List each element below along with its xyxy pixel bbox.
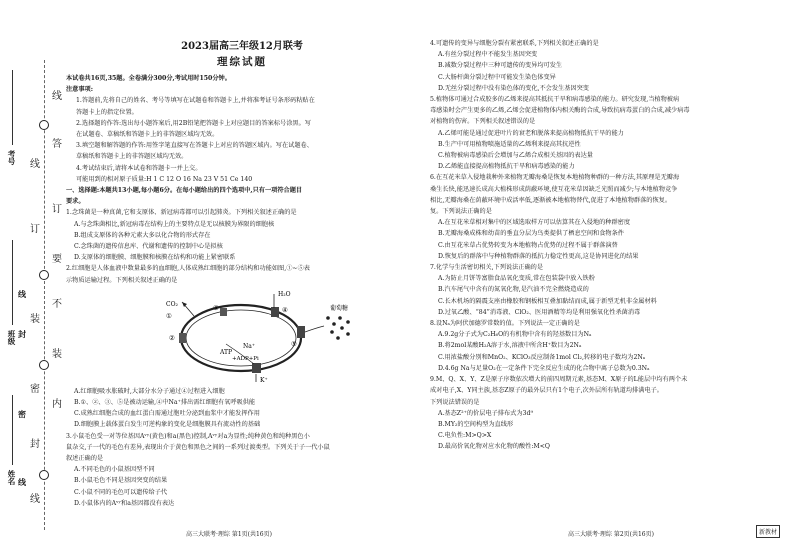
right-line: B.MY₂的空间构型为直线形	[438, 420, 514, 428]
binding-note-char: 订	[52, 204, 62, 215]
right-line: C.用浓盐酸分别和MnO₂、KClO₃反应制备1mol Cl₂,转移的电子数均为2Nₐ	[438, 353, 646, 361]
left-line: 草稿纸和答题卡上的非答题区域均无效。	[76, 153, 188, 161]
right-line: A.乙烯可能是通过促进叶片的衰老和脱落来提高植物抵抗干旱的能力	[438, 129, 624, 137]
right-line: 成对电子,X、Y同主族,基态Z原子的最外层只有1个电子,次外层所有轨道均排满电子。	[430, 387, 663, 395]
label-k: K⁺	[260, 376, 268, 384]
binding-seal-char: 密	[30, 384, 40, 395]
left-line: 鼠杂交,子一代的毛色有差异,表现出介于黄色和黑色之间的一系列过渡类型。下列关于子一代小鼠	[66, 443, 330, 451]
left-line: A.与念珠菌相比,新冠病毒在结构上的主要特点是无以核膜为界限的细胞核	[74, 220, 275, 228]
label-na: Na⁺	[243, 342, 255, 350]
seal-circle-mark	[39, 270, 49, 283]
right-line: B.汽车尾气中含有的氮氧化物,是汽油不完全燃烧造成的	[438, 286, 589, 294]
binding-note-char: 线	[52, 91, 62, 102]
left-line: 注意事项:	[66, 86, 94, 94]
label-adp: +ADP+Pi	[232, 355, 259, 362]
seal-label: 线	[18, 477, 26, 487]
binding-note-char: 内	[52, 399, 62, 410]
left-line: 2.选择题的作答:选出每小题答案后,用2B铅笔把答题卡上对应题目的答案标号涂黑。写	[76, 119, 311, 127]
right-line: 5.植物体可通过合成胶多的乙烯来提高其抵抗干旱和病毒感染的能力。研究发现,当植物被病	[430, 96, 680, 104]
left-line: D.支原体的细胞膜、细胞膜和核膜在结构和功能上紧密联系	[74, 254, 236, 262]
footer-page-2: 高三大联考·理综 第2页(共16页)	[568, 531, 654, 538]
channel-3	[220, 308, 227, 316]
left-line: C.念珠菌的遗传信息库、代谢和遗传的控制中心是拟核	[74, 243, 223, 251]
label-n5: ⑤	[291, 339, 297, 348]
pump-na-k	[252, 363, 261, 373]
right-line: D.过氧乙酸、“84”消毒液、ClO₂、医用酒精等均是利用强氧化性杀菌消毒	[438, 308, 641, 316]
seal-label: 封	[18, 329, 26, 339]
glucose-transporter	[297, 326, 305, 338]
right-line: D.乙烯能直接提高植物抵抗干旱和病毒感染的能力	[438, 163, 575, 171]
seal-circle-mark	[39, 120, 49, 133]
right-line: 4.可遗传的变异与细胞分裂有紧密联系,下列相关叙述正确的是	[430, 40, 599, 47]
right-line: B.无瓣海桑成株和幼苗的垂直分层为鸟类提供了栖息空间和食物条件	[438, 230, 624, 238]
co2-arrowhead	[182, 302, 187, 307]
right-line: D.恢复后的群落中与种植物群落的抵抗力稳定性更高,这是协同进化的结果	[438, 252, 639, 260]
label-atp: ATP	[220, 348, 233, 356]
seal-circle-mark	[39, 360, 49, 373]
right-line: A.基态Z²⁺的价层电子排布式为3d⁹	[438, 409, 533, 417]
new-textbook-badge: 新教材	[756, 525, 780, 538]
right-line: C.电负性:M>Q>X	[438, 432, 492, 440]
left-line: 一、选择题:本题共13小题,每小题6分。在每小题给出的四个选项中,只有一项符合题目	[66, 187, 303, 195]
binding-seal-char: 订	[30, 224, 40, 235]
channel-4	[271, 307, 279, 317]
red-blood-cell-figure	[66, 288, 418, 384]
left-line: 1.念珠菌是一种真菌,它和支原体、新冠病毒都可以引起肺炎。下列相关叙述正确的是	[66, 209, 297, 217]
binding-note-char: 答	[52, 139, 62, 150]
label-n2: ②	[169, 333, 175, 342]
right-line: C.大肠杆菌分裂过程中可能发生染色体变异	[438, 73, 556, 81]
right-line: 7.化学与生活密切相关,下列说法正确的是	[430, 264, 544, 272]
label-glucose: 葡萄糖	[330, 304, 349, 312]
seal-label: 线	[18, 289, 26, 299]
label-n3: ③	[213, 303, 219, 312]
field-write-line[interactable]	[12, 395, 13, 465]
right-line: 复。下列说法正确的是	[430, 208, 492, 216]
right-line: C.由互花米草占优势转变为本地植物占优势的过程不属于群落演替	[438, 241, 618, 249]
binding-strip	[0, 0, 60, 551]
right-line: C.长木机场的隔震支座由橡胶和钢板相互叠加黏结而成,属于新型无机非金属材料	[438, 297, 657, 305]
binding-note-char: 不	[52, 299, 62, 310]
right-line: 下列说法错误的是	[430, 398, 480, 406]
field-label: 班级	[7, 330, 16, 345]
left-line: 示物质运输过程。下列相关叙述正确的是	[66, 276, 178, 284]
left-line: 答题卡上的指定位置。	[76, 108, 138, 116]
right-line: B.将2mol某酸H₂A溶于水,溶液中所含H⁺数目为2Nₐ	[438, 342, 582, 350]
left-line: D.小鼠体内的Aᵛʸ和a基因都没有表达	[74, 499, 175, 507]
left-line: 1.答题前,先将自己的姓名、考号等填写在试题卷和答题卡上,并将准考证号条形码粘贴在	[76, 97, 315, 105]
right-line: 相比,无瓣海桑在荫蔽环境中成活率低,逐渐被本地植物替代,促进了本地植物群落的恢复。	[430, 196, 672, 204]
binding-seal-char: 封	[30, 439, 40, 450]
right-line: 桑生长快,能迅速长成高大植株形成荫蔽环境,使互花米草因缺乏光照而减少;与本地植物竞争	[430, 185, 678, 193]
left-line: 3.小鼠毛色受一对等位基因Aᵛʸ(黄色)和a(黑色)控制,Aᵛʸ对a为显性;纯种黄色和纯种黑色小	[66, 432, 310, 440]
footer-page-1: 高三大联考·理综 第1页(共16页)	[186, 531, 272, 538]
left-line: D.细胞膜上载体蛋白发生可逆构象的变化是细胞膜具有流动性的基础	[74, 421, 261, 429]
left-line: 2.红细胞是人体血液中数量最多的血细胞,人体成熟红细胞的部分结构和功能如图,①~⑤表	[66, 265, 310, 273]
label-n4: ④	[282, 305, 288, 314]
left-line: 4.考试结束后,请将本试卷和答题卡一并上交。	[76, 164, 202, 172]
label-h2o: H₂O	[278, 290, 291, 298]
right-line: B.生产中可用植物喷施适量的乙烯利来提高其抗逆性	[438, 140, 581, 148]
right-line: 毒感染时会产生更多的乙烯,乙烯会促进植物体内相关酶的合成,导致抗病毒蛋白的合成,减少病毒	[430, 107, 690, 115]
binding-note-char: 装	[52, 349, 62, 360]
right-line: 8.设Nₐ为阿伏加德罗常数的值。下列说法一定正确的是	[430, 320, 580, 328]
left-line: B.组成支原体的各种元素大多以化合物的形式存在	[74, 231, 211, 239]
left-line: 3.填空题和解答题的作答:用签字笔直接写在答题卡上对应的答题区域内。写在试题卷、	[76, 142, 313, 150]
binding-seal-char: 线	[30, 159, 40, 170]
right-line: C.植物被病毒感染后会增加与乙烯合成相关基因的表达量	[438, 152, 593, 160]
exam-subject: 理综试题	[217, 56, 267, 68]
binding-seal-char: 装	[30, 314, 40, 325]
glucose-dots	[326, 316, 350, 340]
label-co2: CO₂	[166, 300, 178, 308]
right-line: D.最高价氧化物对应水化物的酸性:M<Q	[438, 443, 551, 451]
right-line: B.减数分裂过程中三种可遗传的变异均可发生	[438, 62, 563, 70]
left-line: B.①、②、③、⑤是被动运输,④中Na⁺排出需红细胞有氧呼吸供能	[74, 399, 256, 407]
right-line: D.无丝分裂过程中没有染色体的变化,不会发生基因突变	[438, 84, 589, 92]
field-label: 考号	[7, 150, 16, 165]
binding-note-char: 要	[52, 254, 62, 265]
left-line: C.小鼠不同的毛色可以遗传给子代	[74, 488, 168, 496]
left-line: A.红细胞吸水胀破时,大部分水分子通过④过程进入细胞	[74, 387, 225, 395]
left-line: 叙述正确的是	[66, 455, 104, 463]
seal-label: 密	[18, 409, 26, 419]
binding-seal-char: 线	[30, 494, 40, 505]
right-line: A.9.2g分子式为C₂H₆O的有机物中含有的羟基数目为Nₐ	[438, 331, 592, 339]
right-line: A.有丝分裂过程中不能发生基因突变	[438, 51, 538, 59]
left-line: 可能用到的相对原子质量:H 1 C 12 O 16 Na 23 V 51 Ce 140	[76, 175, 253, 183]
channel-2	[179, 333, 186, 343]
left-line: B.小鼠毛色不同是基因突变的结果	[74, 477, 168, 485]
right-line: 6.在互花米草入侵地栽种外来植物无瓣海桑是恢复本地植物种群的一种方法,其原理是无瓣海	[430, 174, 680, 182]
right-line: D.4.6g Na与足量O₂在一定条件下完全反应生成的化合物中离子总数为0.3Nₐ	[438, 364, 650, 372]
field-label: 姓名	[7, 470, 16, 485]
label-n1: ①	[166, 311, 172, 320]
glucose-arrow	[305, 326, 324, 332]
field-write-line[interactable]	[12, 240, 13, 325]
cell-diagram	[66, 288, 418, 384]
right-column	[430, 38, 782, 453]
seal-circle-mark	[39, 470, 49, 483]
left-column	[66, 38, 418, 509]
right-line: A.为防止月饼等富脂食品氧化变质,常在包装袋中放入铁粉	[438, 275, 595, 283]
right-line: 对植物的伤害。下列相关叙述错误的是	[430, 118, 536, 126]
exam-title: 2023届高三年级12月联考	[181, 41, 303, 52]
right-line: 9.M、Q、X、Y、Z是原子序数依次增大的前四周期元素,基态M、X原子的L能层中均有两个未	[430, 376, 688, 384]
left-line: 本试卷共16页,35题。全卷满分300分,考试用时150分钟。	[66, 75, 231, 82]
right-line: A.在互花米草相对集中的区域选取样方可以估算其在入侵地的种群密度	[438, 219, 631, 227]
left-line: C.成熟红细胞合成的血红蛋白需通过胞吐分泌到血浆中才能发挥作用	[74, 410, 260, 418]
left-line: A.不同毛色的小鼠基因型不同	[74, 466, 155, 474]
field-write-line[interactable]	[12, 70, 13, 145]
left-line: 要求。	[66, 198, 85, 206]
left-line: 在试题卷、草稿纸和答题卡上的非答题区域均无效。	[76, 131, 219, 139]
